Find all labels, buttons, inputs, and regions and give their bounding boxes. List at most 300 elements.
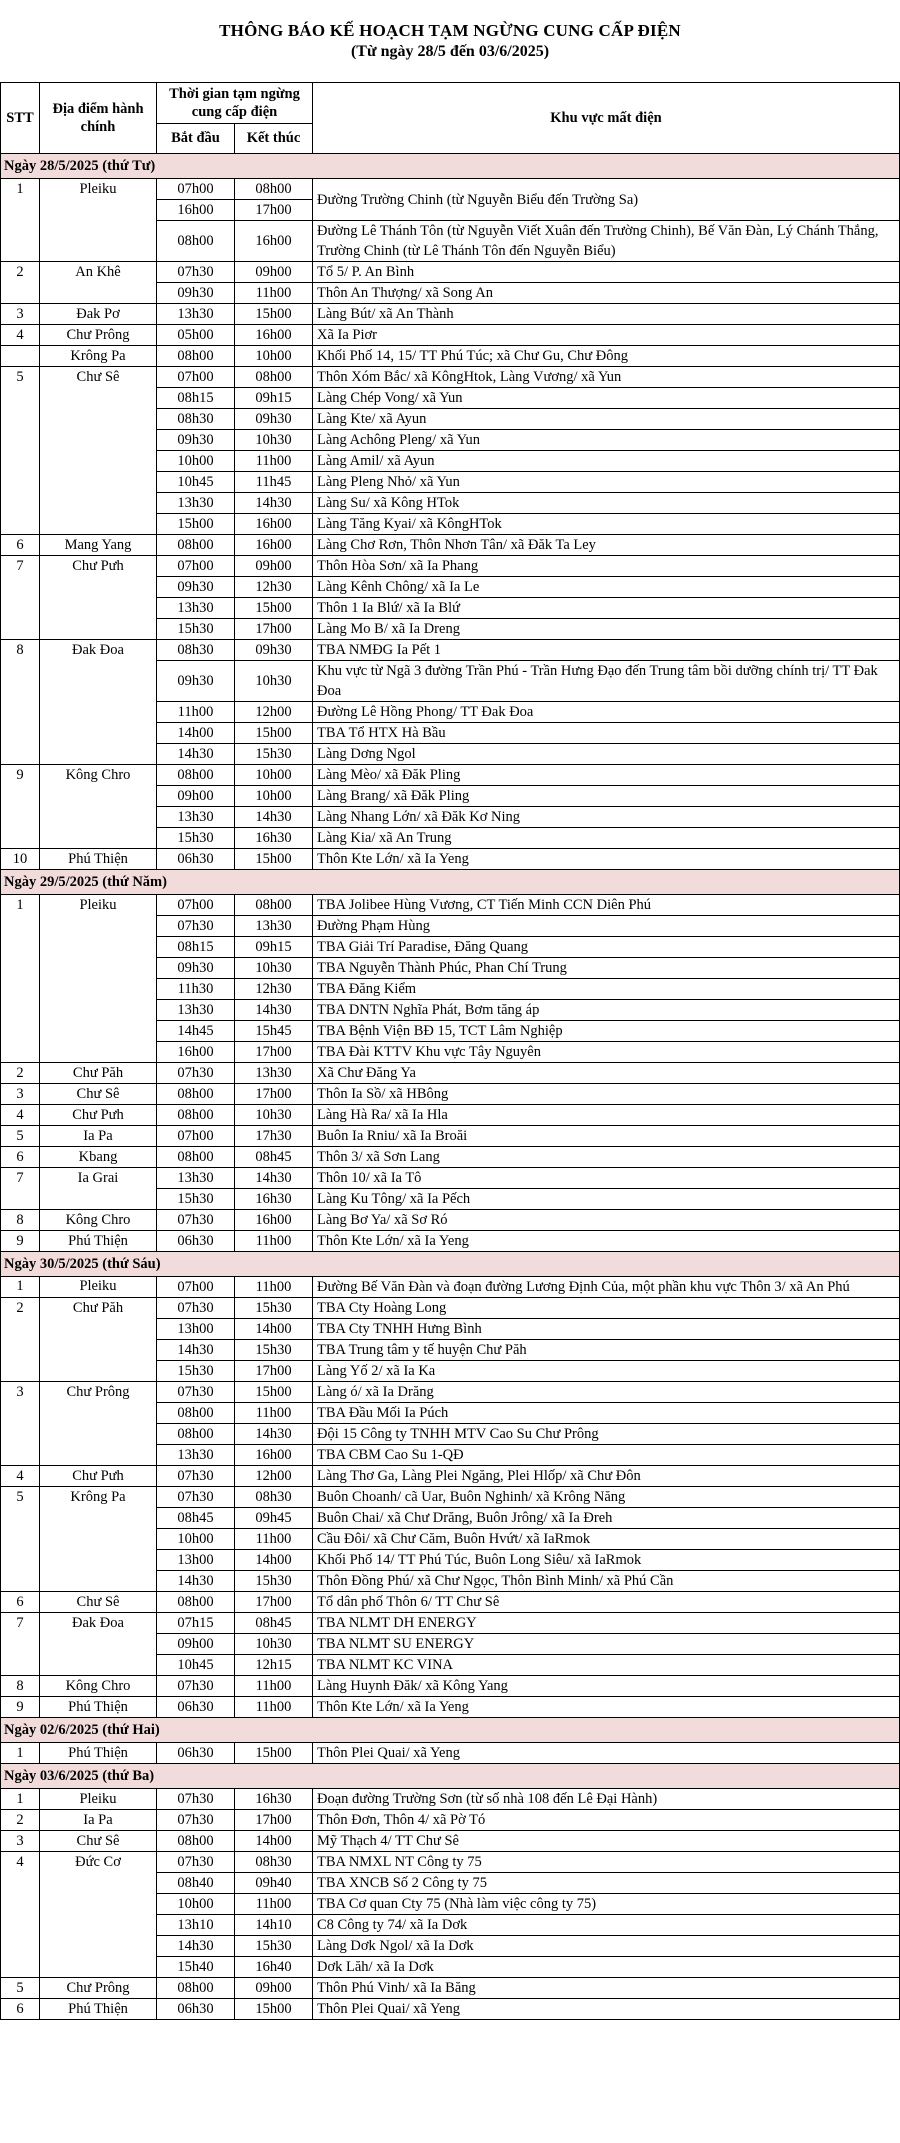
area-cell: Thôn 3/ xã Sơn Lang [313, 1147, 900, 1168]
end-time-cell: 08h00 [235, 367, 313, 388]
place-cell: Đức Cơ [40, 1852, 157, 1978]
area-cell: TBA Nguyễn Thành Phúc, Phan Chí Trung [313, 958, 900, 979]
table-row [1, 1466, 900, 1487]
end-time-cell: 09h00 [235, 556, 313, 577]
table-row [1, 1487, 900, 1508]
area-cell: TBA Cty TNHH Hưng Bình [313, 1319, 900, 1340]
area-cell: Khối Phố 14/ TT Phú Túc, Buôn Long Siêu/ xã IaRmok [313, 1550, 900, 1571]
place-cell: Kông Chro [40, 1676, 157, 1697]
area-cell: Thôn An Thượng/ xã Song An [313, 283, 900, 304]
header-end: Kết thúc [235, 124, 313, 154]
area-cell: Làng Thơ Ga, Làng Plei Ngăng, Plei Hlốp/ xã Chư Đôn [313, 1466, 900, 1487]
start-time-cell: 10h45 [157, 1655, 235, 1676]
start-time-cell: 06h30 [157, 1743, 235, 1764]
area-cell: TBA Giải Trí Paradise, Đăng Quang [313, 937, 900, 958]
end-time-cell: 11h00 [235, 1697, 313, 1718]
area-cell: TBA Cơ quan Cty 75 (Nhà làm việc công ty 75) [313, 1894, 900, 1915]
end-time-cell: 09h15 [235, 937, 313, 958]
start-time-cell: 08h00 [157, 1147, 235, 1168]
start-time-cell: 08h30 [157, 409, 235, 430]
area-cell: Làng Kia/ xã An Trung [313, 828, 900, 849]
start-time-cell: 09h30 [157, 430, 235, 451]
place-cell: Mang Yang [40, 535, 157, 556]
end-time-cell: 14h30 [235, 807, 313, 828]
start-time-cell: 14h30 [157, 1340, 235, 1361]
start-time-cell: 08h15 [157, 388, 235, 409]
place-cell: Chư Prông [40, 325, 157, 346]
table-row [1, 346, 900, 367]
stt-cell: 10 [1, 849, 40, 870]
end-time-cell: 14h00 [235, 1319, 313, 1340]
place-cell: Chư Pưh [40, 556, 157, 640]
area-cell: Tổ dân phố Thôn 6/ TT Chư Sê [313, 1592, 900, 1613]
stt-cell: 2 [1, 262, 40, 304]
area-cell: Đường Phạm Hùng [313, 916, 900, 937]
table-row [1, 535, 900, 556]
place-cell: Chư Sê [40, 367, 157, 535]
area-cell: Cầu Đôi/ xã Chư Căm, Buôn Hvứt/ xã IaRmok [313, 1529, 900, 1550]
table-row [1, 262, 900, 283]
table-row [1, 1613, 900, 1634]
end-time-cell: 08h30 [235, 1487, 313, 1508]
place-cell: Krông Pa [40, 346, 157, 367]
start-time-cell: 08h40 [157, 1873, 235, 1894]
start-time-cell: 08h00 [157, 1105, 235, 1126]
start-time-cell: 13h00 [157, 1319, 235, 1340]
start-time-cell: 13h30 [157, 493, 235, 514]
page-subtitle: (Từ ngày 28/5 đến 03/6/2025) [350, 43, 550, 60]
area-cell: Xã Ia Piơr [313, 325, 900, 346]
end-time-cell: 10h30 [235, 1105, 313, 1126]
day-header: Ngày 02/6/2025 (thứ Hai) [1, 1718, 900, 1743]
end-time-cell: 15h30 [235, 1571, 313, 1592]
end-time-cell: 15h30 [235, 744, 313, 765]
day-header: Ngày 03/6/2025 (thứ Ba) [1, 1764, 900, 1789]
end-time-cell: 16h00 [235, 1210, 313, 1231]
end-time-cell: 16h00 [235, 325, 313, 346]
area-cell: Tổ 5/ P. An Bình [313, 262, 900, 283]
end-time-cell: 15h30 [235, 1340, 313, 1361]
table-row [1, 304, 900, 325]
area-cell: Thôn Plei Quai/ xã Yeng [313, 1743, 900, 1764]
area-cell: Làng Brang/ xã Đăk Pling [313, 786, 900, 807]
end-time-cell: 09h30 [235, 409, 313, 430]
end-time-cell: 11h45 [235, 472, 313, 493]
start-time-cell: 07h00 [157, 1277, 235, 1298]
start-time-cell: 13h30 [157, 598, 235, 619]
place-cell: Krông Pa [40, 1487, 157, 1592]
table-row [1, 367, 900, 388]
area-cell: Thôn 10/ xã Ia Tô [313, 1168, 900, 1189]
place-cell: Chư Păh [40, 1298, 157, 1382]
stt-cell: 4 [1, 325, 40, 346]
end-time-cell: 15h00 [235, 1382, 313, 1403]
end-time-cell: 12h30 [235, 577, 313, 598]
stt-cell: 1 [1, 895, 40, 1063]
area-cell: Làng Kênh Chông/ xã Ia Le [313, 577, 900, 598]
start-time-cell: 14h45 [157, 1021, 235, 1042]
end-time-cell: 11h00 [235, 1676, 313, 1697]
end-time-cell: 16h00 [235, 221, 313, 262]
area-cell: Đường Lê Thánh Tôn (từ Nguyễn Viết Xuân đến Trường Chinh), Bế Văn Đàn, Lý Chánh Thắng, Trường Chinh (từ Lê Thánh Tôn đến Nguyễn Biểu) [313, 221, 900, 262]
stt-cell: 5 [1, 1126, 40, 1147]
area-cell: Đường Trường Chinh (từ Nguyễn Biểu đến Trường Sa) [313, 179, 900, 221]
start-time-cell: 14h00 [157, 723, 235, 744]
area-cell: Làng Huynh Đăk/ xã Kông Yang [313, 1676, 900, 1697]
place-cell: Đak Đoa [40, 640, 157, 765]
table-row [1, 1298, 900, 1319]
place-cell: Kông Chro [40, 765, 157, 849]
end-time-cell: 11h00 [235, 1529, 313, 1550]
stt-cell: 2 [1, 1063, 40, 1084]
table-row [1, 1084, 900, 1105]
area-cell: Đường Lê Hồng Phong/ TT Đak Đoa [313, 702, 900, 723]
stt-cell: 3 [1, 1084, 40, 1105]
area-cell: Khu vực từ Ngã 3 đường Trần Phú - Trần Hưng Đạo đến Trung tâm bồi dưỡng chính trị/ TT Đak Đoa [313, 661, 900, 702]
area-cell: Làng Dơk Ngol/ xã Ia Dơk [313, 1936, 900, 1957]
end-time-cell: 14h30 [235, 1000, 313, 1021]
end-time-cell: 10h30 [235, 958, 313, 979]
end-time-cell: 11h00 [235, 1277, 313, 1298]
end-time-cell: 17h30 [235, 1126, 313, 1147]
table-row [1, 1789, 900, 1810]
stt-cell: 7 [1, 1613, 40, 1676]
header-area: Khu vực mất điện [313, 83, 900, 154]
area-cell: Làng Hà Ra/ xã Ia Hla [313, 1105, 900, 1126]
area-cell: Đoạn đường Trường Sơn (từ số nhà 108 đến Lê Đại Hành) [313, 1789, 900, 1810]
table-row [1, 1126, 900, 1147]
table-row [1, 1105, 900, 1126]
end-time-cell: 10h00 [235, 346, 313, 367]
stt-cell: 1 [1, 1789, 40, 1810]
place-cell: Pleiku [40, 179, 157, 262]
place-cell: Đak Đoa [40, 1613, 157, 1676]
end-time-cell: 12h15 [235, 1655, 313, 1676]
stt-cell: 3 [1, 1382, 40, 1466]
area-cell: Xã Chư Đăng Ya [313, 1063, 900, 1084]
stt-cell: 5 [1, 367, 40, 535]
start-time-cell: 13h10 [157, 1915, 235, 1936]
end-time-cell: 08h45 [235, 1613, 313, 1634]
start-time-cell: 08h00 [157, 535, 235, 556]
end-time-cell: 10h00 [235, 786, 313, 807]
table-row [1, 1168, 900, 1189]
end-time-cell: 09h00 [235, 262, 313, 283]
start-time-cell: 15h30 [157, 828, 235, 849]
place-cell: Ia Pa [40, 1810, 157, 1831]
table-row [1, 556, 900, 577]
start-time-cell: 10h45 [157, 472, 235, 493]
table-row [1, 1676, 900, 1697]
title-block [0, 20, 900, 62]
start-time-cell: 07h00 [157, 179, 235, 200]
start-time-cell: 08h00 [157, 1592, 235, 1613]
area-cell: Buôn Chai/ xã Chư Drăng, Buôn Jrông/ xã Ia Đreh [313, 1508, 900, 1529]
header-start: Bắt đầu [157, 124, 235, 154]
start-time-cell: 07h30 [157, 262, 235, 283]
end-time-cell: 16h00 [235, 514, 313, 535]
area-cell: Thôn 1 Ia Blứ/ xã Ia Blứ [313, 598, 900, 619]
place-cell: Ia Pa [40, 1126, 157, 1147]
start-time-cell: 07h30 [157, 1382, 235, 1403]
area-cell: TBA Bệnh Viện BĐ 15, TCT Lâm Nghiệp [313, 1021, 900, 1042]
end-time-cell: 17h00 [235, 1592, 313, 1613]
start-time-cell: 14h30 [157, 1571, 235, 1592]
end-time-cell: 12h00 [235, 1466, 313, 1487]
start-time-cell: 13h30 [157, 1445, 235, 1466]
start-time-cell: 15h30 [157, 619, 235, 640]
table-row [1, 1852, 900, 1873]
stt-cell: 5 [1, 1487, 40, 1592]
stt-cell: 3 [1, 304, 40, 325]
end-time-cell: 14h30 [235, 493, 313, 514]
table-row [1, 895, 900, 916]
start-time-cell: 07h00 [157, 1126, 235, 1147]
end-time-cell: 16h40 [235, 1957, 313, 1978]
end-time-cell: 13h30 [235, 916, 313, 937]
area-cell: Buôn Choanh/ cã Uar, Buôn Nghinh/ xã Krông Năng [313, 1487, 900, 1508]
place-cell: Phú Thiện [40, 849, 157, 870]
place-cell: Chư Prông [40, 1382, 157, 1466]
stt-cell: 3 [1, 1831, 40, 1852]
end-time-cell: 11h00 [235, 1231, 313, 1252]
header-stt: STT [1, 83, 40, 154]
end-time-cell: 15h00 [235, 1743, 313, 1764]
end-time-cell: 15h00 [235, 1999, 313, 2020]
start-time-cell: 08h00 [157, 1831, 235, 1852]
place-cell: Chư Prông [40, 1978, 157, 1999]
start-time-cell: 07h30 [157, 1210, 235, 1231]
area-cell: TBA Đài KTTV Khu vực Tây Nguyên [313, 1042, 900, 1063]
start-time-cell: 15h30 [157, 1189, 235, 1210]
table-row [1, 1743, 900, 1764]
place-cell: Pleiku [40, 1789, 157, 1810]
end-time-cell: 11h00 [235, 283, 313, 304]
end-time-cell: 14h30 [235, 1424, 313, 1445]
table-row [1, 640, 900, 661]
end-time-cell: 15h30 [235, 1298, 313, 1319]
area-cell: Làng Bút/ xã An Thành [313, 304, 900, 325]
area-cell: Đường Bế Văn Đàn và đoạn đường Lương Định Của, một phần khu vực Thôn 3/ xã An Phú [313, 1277, 900, 1298]
place-cell: Đak Pơ [40, 304, 157, 325]
start-time-cell: 06h30 [157, 1999, 235, 2020]
start-time-cell: 09h00 [157, 1634, 235, 1655]
stt-cell: 8 [1, 1676, 40, 1697]
end-time-cell: 17h00 [235, 1042, 313, 1063]
end-time-cell: 11h00 [235, 1403, 313, 1424]
table-row [1, 1999, 900, 2020]
stt-cell: 8 [1, 640, 40, 765]
area-cell: Làng Yố 2/ xã Ia Ka [313, 1361, 900, 1382]
end-time-cell: 10h30 [235, 1634, 313, 1655]
area-cell: Thôn Đồng Phú/ xã Chư Ngọc, Thôn Bình Minh/ xã Phú Cần [313, 1571, 900, 1592]
stt-cell: 7 [1, 1168, 40, 1210]
start-time-cell: 06h30 [157, 1697, 235, 1718]
table-row [1, 765, 900, 786]
start-time-cell: 09h30 [157, 958, 235, 979]
place-cell: Phú Thiện [40, 1697, 157, 1718]
area-cell: Làng ó/ xã Ia Drăng [313, 1382, 900, 1403]
table-row [1, 1277, 900, 1298]
area-cell: Làng Kte/ xã Ayun [313, 409, 900, 430]
start-time-cell: 13h30 [157, 1168, 235, 1189]
end-time-cell: 15h30 [235, 1936, 313, 1957]
start-time-cell: 09h30 [157, 661, 235, 702]
area-cell: TBA NMXL NT Công ty 75 [313, 1852, 900, 1873]
stt-cell: 4 [1, 1105, 40, 1126]
place-cell: An Khê [40, 262, 157, 304]
start-time-cell: 15h30 [157, 1361, 235, 1382]
area-cell: Làng Pleng Nhỏ/ xã Yun [313, 472, 900, 493]
place-cell: Chư Păh [40, 1063, 157, 1084]
table-row [1, 325, 900, 346]
table-row [1, 1810, 900, 1831]
table-row [1, 1063, 900, 1084]
area-cell: TBA Jolibee Hùng Vương, CT Tiến Minh CCN Diên Phú [313, 895, 900, 916]
area-cell: Đội 15 Công ty TNHH MTV Cao Su Chư Prông [313, 1424, 900, 1445]
table-row [1, 1592, 900, 1613]
end-time-cell: 08h30 [235, 1852, 313, 1873]
place-cell: Chư Sê [40, 1084, 157, 1105]
schedule-table-wrapper [0, 82, 899, 2020]
stt-cell: 4 [1, 1466, 40, 1487]
stt-cell: 6 [1, 1999, 40, 2020]
area-cell: TBA Tổ HTX Hà Bầu [313, 723, 900, 744]
start-time-cell: 11h00 [157, 702, 235, 723]
area-cell: Thôn Kte Lớn/ xã Ia Yeng [313, 849, 900, 870]
outage-schedule-table [0, 82, 900, 2020]
start-time-cell: 13h00 [157, 1550, 235, 1571]
start-time-cell: 07h30 [157, 1487, 235, 1508]
end-time-cell: 08h00 [235, 895, 313, 916]
area-cell: Làng Mèo/ xã Đăk Pling [313, 765, 900, 786]
table-row [1, 1147, 900, 1168]
stt-cell: 4 [1, 1852, 40, 1978]
area-cell: Thôn Hòa Sơn/ xã Ia Phang [313, 556, 900, 577]
end-time-cell: 14h10 [235, 1915, 313, 1936]
area-cell: TBA NLMT KC VINA [313, 1655, 900, 1676]
start-time-cell: 07h30 [157, 1676, 235, 1697]
area-cell: Làng Chép Vong/ xã Yun [313, 388, 900, 409]
start-time-cell: 08h00 [157, 1084, 235, 1105]
end-time-cell: 09h15 [235, 388, 313, 409]
end-time-cell: 13h30 [235, 1063, 313, 1084]
stt-cell: 1 [1, 1743, 40, 1764]
start-time-cell: 08h00 [157, 1424, 235, 1445]
place-cell: Kbang [40, 1147, 157, 1168]
start-time-cell: 08h00 [157, 221, 235, 262]
stt-cell: 8 [1, 1210, 40, 1231]
area-cell: Thôn Ia Sồ/ xã HBông [313, 1084, 900, 1105]
stt-cell: 7 [1, 556, 40, 640]
header-place: Địa điểm hành chính [40, 83, 157, 154]
area-cell: Làng Su/ xã Kông HTok [313, 493, 900, 514]
start-time-cell: 08h15 [157, 937, 235, 958]
start-time-cell: 13h30 [157, 304, 235, 325]
start-time-cell: 08h45 [157, 1508, 235, 1529]
day-header: Ngày 29/5/2025 (thứ Năm) [1, 870, 900, 895]
place-cell: Pleiku [40, 1277, 157, 1298]
stt-cell: 1 [1, 1277, 40, 1298]
end-time-cell: 12h30 [235, 979, 313, 1000]
area-cell: Làng Nhang Lớn/ xã Đăk Kơ Ning [313, 807, 900, 828]
end-time-cell: 10h00 [235, 765, 313, 786]
start-time-cell: 13h30 [157, 807, 235, 828]
area-cell: Làng Ku Tông/ xã Ia Pếch [313, 1189, 900, 1210]
stt-cell [1, 346, 40, 367]
end-time-cell: 11h00 [235, 1894, 313, 1915]
start-time-cell: 07h30 [157, 1466, 235, 1487]
place-cell: Ia Grai [40, 1168, 157, 1210]
area-cell: Thôn Xóm Bắc/ xã KôngHtok, Làng Vương/ xã Yun [313, 367, 900, 388]
area-cell: Mỹ Thạch 4/ TT Chư Sê [313, 1831, 900, 1852]
start-time-cell: 08h00 [157, 1978, 235, 1999]
table-row [1, 1382, 900, 1403]
area-cell: TBA NMĐG Ia Pết 1 [313, 640, 900, 661]
schedule-body [1, 154, 900, 2020]
start-time-cell: 13h30 [157, 1000, 235, 1021]
end-time-cell: 09h40 [235, 1873, 313, 1894]
page-title: THÔNG BÁO KẾ HOẠCH TẠM NGỪNG CUNG CẤP ĐIỆN [219, 21, 681, 40]
stt-cell: 6 [1, 1592, 40, 1613]
end-time-cell: 17h00 [235, 619, 313, 640]
day-header: Ngày 28/5/2025 (thứ Tư) [1, 154, 900, 179]
start-time-cell: 07h30 [157, 1063, 235, 1084]
area-cell: C8 Công ty 74/ xã Ia Dơk [313, 1915, 900, 1936]
end-time-cell: 08h45 [235, 1147, 313, 1168]
stt-cell: 2 [1, 1810, 40, 1831]
area-cell: Thôn Đơn, Thôn 4/ xã Pờ Tó [313, 1810, 900, 1831]
start-time-cell: 09h00 [157, 786, 235, 807]
start-time-cell: 06h30 [157, 1231, 235, 1252]
day-header: Ngày 30/5/2025 (thứ Sáu) [1, 1252, 900, 1277]
start-time-cell: 08h00 [157, 765, 235, 786]
area-cell: Làng Tăng Kyai/ xã KôngHTok [313, 514, 900, 535]
place-cell: Pleiku [40, 895, 157, 1063]
end-time-cell: 15h00 [235, 598, 313, 619]
end-time-cell: 15h00 [235, 849, 313, 870]
table-row [1, 179, 900, 200]
place-cell: Kông Chro [40, 1210, 157, 1231]
start-time-cell: 09h30 [157, 283, 235, 304]
area-cell: Làng Dơng Ngol [313, 744, 900, 765]
start-time-cell: 05h00 [157, 325, 235, 346]
end-time-cell: 16h30 [235, 1189, 313, 1210]
header-time-group: Thời gian tạm ngừng cung cấp điện [157, 83, 313, 124]
end-time-cell: 09h00 [235, 1978, 313, 1999]
end-time-cell: 09h45 [235, 1508, 313, 1529]
start-time-cell: 09h30 [157, 577, 235, 598]
place-cell: Phú Thiện [40, 1743, 157, 1764]
start-time-cell: 07h30 [157, 1852, 235, 1873]
stt-cell: 9 [1, 1231, 40, 1252]
start-time-cell: 07h30 [157, 1789, 235, 1810]
area-cell: Thôn Kte Lớn/ xã Ia Yeng [313, 1231, 900, 1252]
area-cell: Làng Mo B/ xã Ia Dreng [313, 619, 900, 640]
place-cell: Chư Pưh [40, 1105, 157, 1126]
place-cell: Chư Sê [40, 1592, 157, 1613]
area-cell: TBA XNCB Số 2 Công ty 75 [313, 1873, 900, 1894]
start-time-cell: 10h00 [157, 1529, 235, 1550]
start-time-cell: 11h30 [157, 979, 235, 1000]
end-time-cell: 15h45 [235, 1021, 313, 1042]
start-time-cell: 15h00 [157, 514, 235, 535]
area-cell: TBA Trung tâm y tế huyện Chư Păh [313, 1340, 900, 1361]
stt-cell: 5 [1, 1978, 40, 1999]
start-time-cell: 08h00 [157, 346, 235, 367]
start-time-cell: 10h00 [157, 451, 235, 472]
stt-cell: 9 [1, 1697, 40, 1718]
